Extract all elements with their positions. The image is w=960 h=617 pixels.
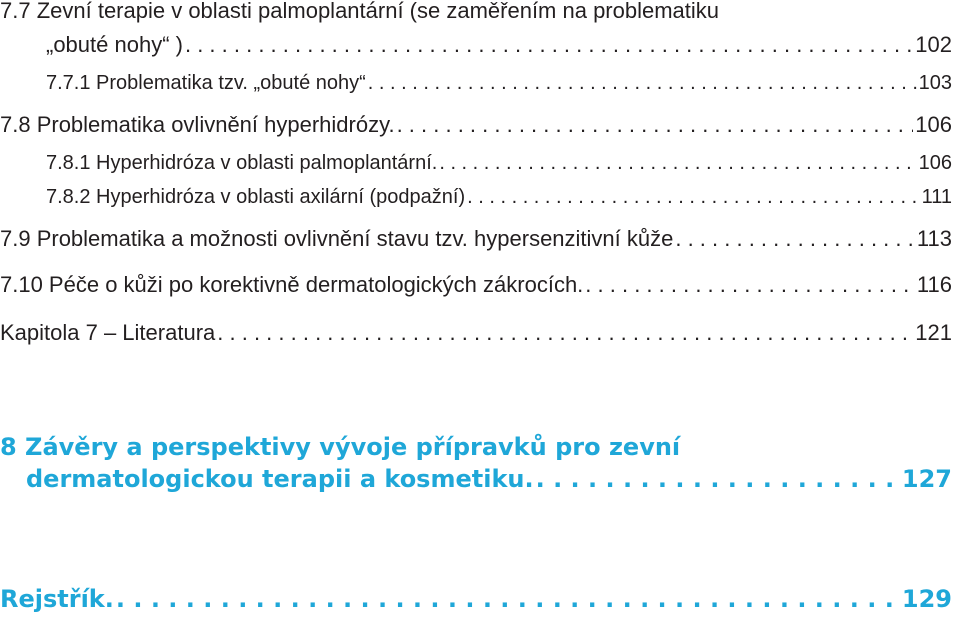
toc-entry-7-9[interactable] [0, 226, 952, 252]
toc-entry-title: 7.9 Problematika a možnosti ovlivnění stavu tzv. hypersenzitivní kůže [0, 226, 674, 251]
toc-leader-dots [185, 32, 913, 58]
toc-leader-dots [675, 226, 915, 252]
toc-entry-title: 7.7.1 Problematika tzv. „obuté nohy“ [46, 72, 366, 94]
toc-entry-7-10[interactable] [0, 272, 952, 298]
toc-entry-7-8[interactable] [0, 112, 952, 138]
toc-leader-dots [397, 112, 914, 138]
toc-entry-title: Kapitola 7 – Literatura [0, 320, 216, 345]
toc-chapter-page: 129 [901, 585, 952, 613]
toc-leader-dots [217, 320, 913, 346]
toc-entry-page: 113 [916, 226, 952, 251]
toc-entry-page: 121 [915, 320, 952, 345]
toc-leader-dots [439, 152, 916, 175]
toc-entry-page: 111 [921, 186, 952, 208]
toc-leader-dots [585, 272, 915, 298]
toc-chapter-8[interactable] [0, 465, 952, 493]
toc-chapter-title: dermatologickou terapii a kosmetiku. [26, 465, 534, 493]
toc-chapter-title: Rejstřík. [0, 585, 114, 613]
toc-entry-page: 106 [915, 112, 952, 137]
toc-entry-title: „obuté nohy“ ) [46, 32, 183, 57]
toc-entry-title: 7.8.2 Hyperhidróza v oblasti axilární (podpažní) [46, 186, 466, 208]
toc-entry-page: 103 [918, 72, 952, 94]
toc-entry-7-7-1[interactable] [0, 72, 952, 95]
toc-leader-dots [467, 186, 919, 209]
toc-leader-dots [368, 72, 917, 95]
toc-entry-page: 106 [918, 152, 952, 174]
toc-entry-7-8-2[interactable] [0, 186, 952, 209]
toc-entry-page: 102 [915, 32, 952, 57]
toc-leader-dots [536, 465, 900, 493]
toc-entry-7-8-1[interactable] [0, 152, 952, 175]
toc-entry-page: 116 [916, 272, 952, 297]
toc-chapter-rejstrik[interactable] [0, 585, 952, 613]
toc-chapter-8-line1: 8 Závěry a perspektivy vývoje přípravků pro zevní [0, 433, 681, 461]
toc-entry-7-7-line1: 7.7 Zevní terapie v oblasti palmoplantární (se zaměřením na problematiku [0, 0, 720, 23]
toc-chapter-page: 127 [901, 465, 952, 493]
toc-entry-kapitola-7-literatura[interactable] [0, 320, 952, 346]
toc-leader-dots [116, 585, 900, 613]
toc-entry-7-7[interactable] [0, 32, 952, 58]
toc-entry-title: 7.8 Problematika ovlivnění hyperhidrózy. [0, 112, 395, 137]
toc-entry-title: 7.8.1 Hyperhidróza v oblasti palmoplantární. [46, 152, 438, 174]
toc-entry-title: 7.10 Péče o kůži po korektivně dermatologických zákrocích. [0, 272, 584, 297]
